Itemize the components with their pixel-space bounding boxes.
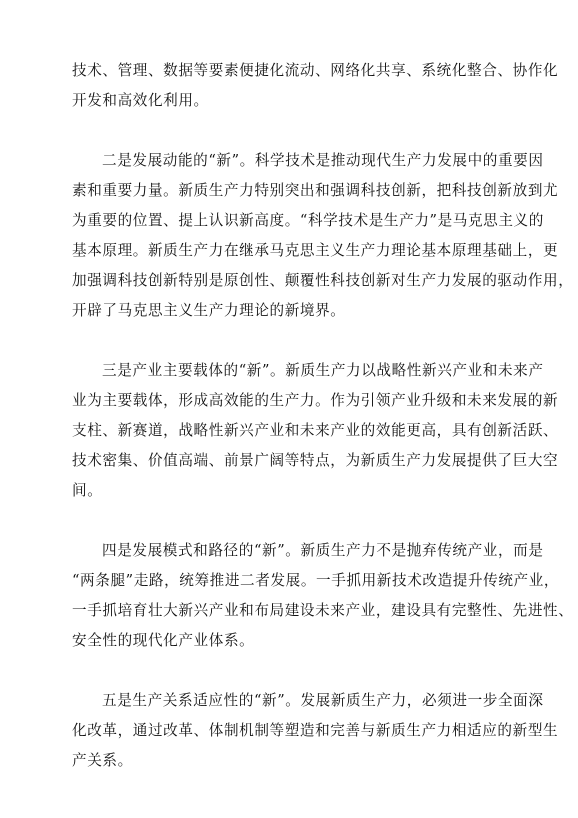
paragraph-line: 化改革，通过改革、体制机制等塑造和完善与新质生产力相适应的新型生 [72,722,559,739]
paragraph-line: 技术、管理、数据等要素便捷化流动、网络化共享、系统化整合、协作化 [72,62,559,79]
paragraph-line: 安全性的现代化产业体系。 [72,632,255,649]
paragraph-line: 加强调科技创新特别是原创性、颠覆性科技创新对生产力发展的驱动作用， [72,272,574,289]
paragraph-line: 为重要的位置、提上认识新高度。“科学技术是生产力”是马克思主义的 [72,212,544,229]
paragraph-line: 产关系。 [72,752,133,769]
paragraph-line: 支柱、新赛道，战略性新兴产业和未来产业的效能更高，具有创新活跃、 [72,422,559,439]
paragraph-line: 开辟了马克思主义生产力理论的新境界。 [72,302,346,319]
continuation-paragraph [72,56,559,116]
paragraph-development-momentum [72,146,574,326]
paragraph-line: 业为主要载体，形成高效能的生产力。作为引领产业升级和未来发展的新 [72,392,559,409]
paragraph-line: 二是发展动能的“新”。科学技术是推动现代生产力发展中的重要因 [102,152,544,169]
paragraph-line: 五是生产关系适应性的“新”。发展新质生产力，必须进一步全面深 [102,692,544,709]
paragraph-line: “两条腿”走路，统筹推进二者发展。一手抓用新技术改造提升传统产业， [72,572,560,589]
paragraph-line: 素和重要力量。新质生产力特别突出和强调科技创新，把科技创新放到尤 [72,182,559,199]
paragraph-industry-carrier [72,356,559,506]
paragraph-line: 基本原理。新质生产力在继承马克思主义生产力理论基本原理基础上，更 [72,242,559,259]
paragraph-production-relations [72,686,559,776]
paragraph-line: 一手抓培育壮大新兴产业和布局建设未来产业，建设具有完整性、先进性、 [72,602,574,619]
paragraph-line: 四是发展模式和路径的“新”。新质生产力不是抛弃传统产业，而是 [102,542,544,559]
paragraph-line: 技术密集、价值高端、前景广阔等特点，为新质生产力发展提供了巨大空 [72,452,559,469]
paragraph-development-mode [72,536,574,656]
paragraph-line: 间。 [72,482,103,499]
paragraph-line: 三是产业主要载体的“新”。新质生产力以战略性新兴产业和未来产 [102,362,544,379]
paragraph-line: 开发和高效化利用。 [72,92,209,109]
